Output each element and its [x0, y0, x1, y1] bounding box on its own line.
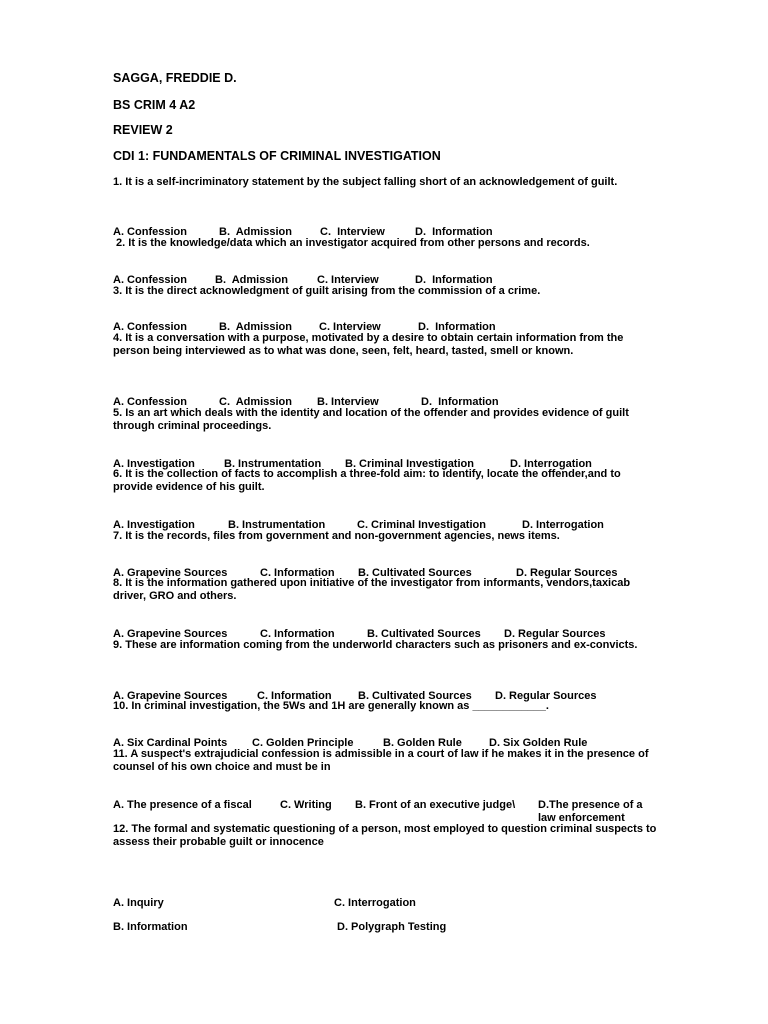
option: A. Grapevine Sources — [113, 690, 228, 702]
option: C. Interview — [317, 274, 379, 286]
option: B. Cultivated Sources — [367, 628, 481, 640]
option: C. Information — [260, 567, 335, 579]
option: B. Instrumentation — [228, 519, 326, 531]
option-text: D.The presence of a law enforcement — [538, 799, 643, 824]
question-10: 10. In criminal investigation, the 5Ws and 1H are generally known as ____________. — [113, 700, 549, 712]
option: D. Six Golden Rule — [489, 737, 588, 749]
option: A. Confession — [113, 321, 187, 333]
option: D. Information — [421, 396, 499, 408]
question-3: 3. It is the direct acknowledgment of guilt arising from the commission of a crime. — [113, 285, 541, 297]
options-11 — [113, 786, 643, 825]
option: A. Six Cardinal Points — [113, 737, 228, 749]
option: A. Inquiry — [113, 897, 164, 909]
option: B. Instrumentation — [224, 458, 322, 470]
option: C. Information — [257, 690, 332, 702]
question-2: 2. It is the knowledge/data which an investigator acquired from other persons and records. — [113, 237, 590, 249]
question-12: 12. The formal and systematic questioning of a person, most employed to question criminal suspects to assess their probable guilt or innocence — [113, 823, 657, 848]
option: C. Interview — [319, 321, 381, 333]
course-section: BS CRIM 4 A2 — [113, 98, 196, 112]
option — [538, 799, 653, 825]
question-9: 9. These are information coming from the underworld characters such as prisoners and ex-convicts. — [113, 639, 638, 651]
option: B. Cultivated Sources — [358, 567, 472, 579]
question-11: 11. A suspect's extrajudicial confession is admissible in a court of law if he makes it in the presence of counsel of his own choice and must be in — [113, 748, 649, 773]
option: A. Grapevine Sources — [113, 567, 228, 579]
option: B. Admission — [219, 226, 292, 238]
option: A. The presence of a fiscal — [113, 799, 252, 811]
question-8: 8. It is the information gathered upon initiative of the investigator from informants, vendors,taxicab driver, GRO and others. — [113, 577, 631, 602]
option: A. Confession — [113, 274, 187, 286]
question-5: 5. Is an art which deals with the identity and location of the offender and provides evidence of guilt through criminal proceedings. — [113, 407, 629, 432]
option: C. Criminal Investigation — [357, 519, 486, 531]
question-4: 4. It is a conversation with a purpose, motivated by a desire to obtain certain information from the person being interviewed as to what was done, seen, felt, heard, tasted, smell or known. — [113, 332, 624, 357]
option: C. Writing — [280, 799, 332, 811]
option: A. Investigation — [113, 519, 195, 531]
option: B. Front of an executive judge\ — [355, 799, 516, 811]
option: D. Information — [415, 274, 493, 286]
option: D. Polygraph Testing — [337, 921, 447, 933]
option: A. Confession — [113, 226, 187, 238]
options-12-row-2 — [113, 908, 447, 947]
option: D. Interrogation — [510, 458, 592, 470]
review-label: REVIEW 2 — [113, 123, 173, 137]
option: D. Regular Sources — [516, 567, 618, 579]
option: C. Admission — [219, 396, 292, 408]
option: B. Interview — [317, 396, 379, 408]
option: B. Information — [113, 921, 188, 933]
option: A. Grapevine Sources — [113, 628, 228, 640]
option: D. Regular Sources — [495, 690, 597, 702]
option: C. Golden Principle — [252, 737, 354, 749]
option: D. Interrogation — [522, 519, 604, 531]
option: C. Interrogation — [334, 897, 416, 909]
student-name: SAGGA, FREDDIE D. — [113, 71, 237, 85]
option: D. Regular Sources — [504, 628, 606, 640]
question-7: 7. It is the records, files from government and non-government agencies, news items. — [113, 530, 560, 542]
question-6: 6. It is the collection of facts to accomplish a three-fold aim: to identify, locate the offender,and to provide evidence of his guilt. — [113, 468, 621, 493]
option: D. Information — [415, 226, 493, 238]
option: A. Investigation — [113, 458, 195, 470]
option: B. Cultivated Sources — [358, 690, 472, 702]
option: B. Criminal Investigation — [345, 458, 474, 470]
option: C. Interview — [320, 226, 385, 238]
option: C. Information — [260, 628, 335, 640]
option: B. Golden Rule — [383, 737, 462, 749]
subject-title: CDI 1: FUNDAMENTALS OF CRIMINAL INVESTIGATION — [113, 149, 441, 163]
option: B. Admission — [215, 274, 288, 286]
option: B. Admission — [219, 321, 292, 333]
question-1: 1. It is a self-incriminatory statement by the subject falling short of an acknowledgement of guilt. — [113, 176, 618, 188]
option: D. Information — [418, 321, 496, 333]
option: A. Confession — [113, 396, 187, 408]
